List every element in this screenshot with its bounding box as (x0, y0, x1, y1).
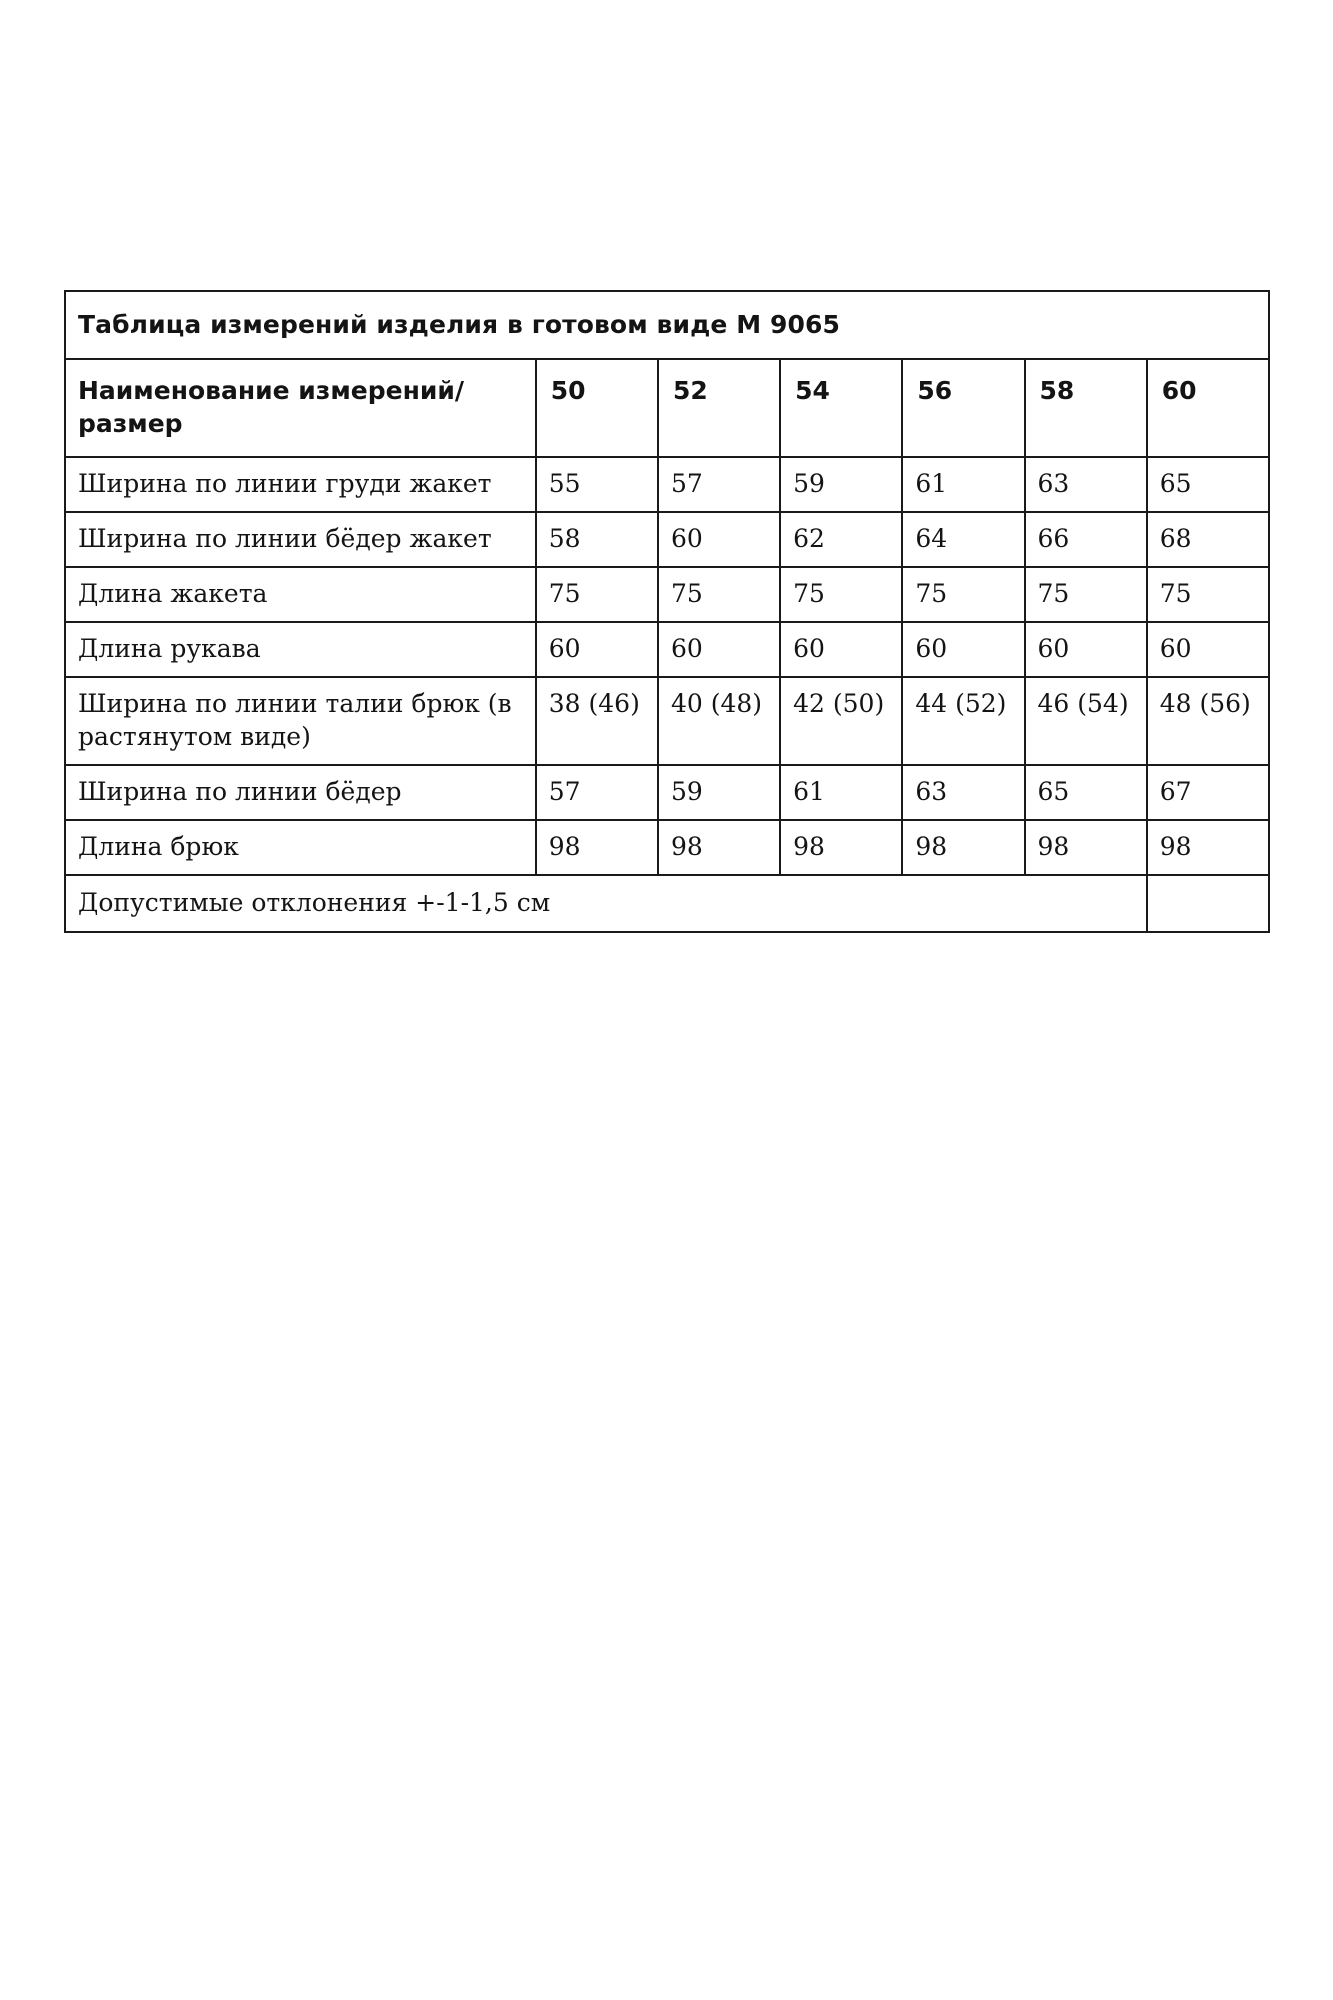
row-label: Длина рукава (65, 622, 536, 677)
table-row (65, 457, 1269, 512)
row-label: Ширина по линии груди жакет (65, 457, 536, 512)
row-value: 42 (50) (780, 677, 902, 765)
row-value: 59 (780, 457, 902, 512)
row-value: 60 (1147, 622, 1269, 677)
column-header-size-50: 50 (536, 359, 658, 457)
row-value: 38 (46) (536, 677, 658, 765)
column-header-size-58: 58 (1025, 359, 1147, 457)
row-value: 63 (902, 765, 1024, 820)
row-value: 60 (536, 622, 658, 677)
row-value: 98 (780, 820, 902, 875)
tolerance-note: Допустимые отклонения +-1-1,5 см (65, 875, 1147, 932)
row-value: 57 (536, 765, 658, 820)
tolerance-note-row (65, 875, 1269, 932)
table-row (65, 567, 1269, 622)
row-value: 98 (658, 820, 780, 875)
column-header-name: Наименование измерений/размер (65, 359, 536, 457)
row-value: 62 (780, 512, 902, 567)
row-value: 65 (1147, 457, 1269, 512)
row-label: Длина жакета (65, 567, 536, 622)
row-value: 75 (536, 567, 658, 622)
row-value: 63 (1025, 457, 1147, 512)
row-value: 40 (48) (658, 677, 780, 765)
row-value: 67 (1147, 765, 1269, 820)
row-label: Длина брюк (65, 820, 536, 875)
column-header-size-54: 54 (780, 359, 902, 457)
tolerance-note-empty-cell (1147, 875, 1269, 932)
measurements-table-container (64, 290, 1270, 933)
column-header-size-56: 56 (902, 359, 1024, 457)
row-label: Ширина по линии талии брюк (в растянутом виде) (65, 677, 536, 765)
table-header-row (65, 359, 1269, 457)
row-value: 75 (1025, 567, 1147, 622)
row-value: 55 (536, 457, 658, 512)
row-value: 64 (902, 512, 1024, 567)
column-header-size-60: 60 (1147, 359, 1269, 457)
row-label: Ширина по линии бёдер (65, 765, 536, 820)
row-value: 44 (52) (902, 677, 1024, 765)
row-value: 98 (1025, 820, 1147, 875)
row-value: 60 (1025, 622, 1147, 677)
row-value: 98 (902, 820, 1024, 875)
row-label: Ширина по линии бёдер жакет (65, 512, 536, 567)
row-value: 68 (1147, 512, 1269, 567)
table-row (65, 765, 1269, 820)
row-value: 61 (902, 457, 1024, 512)
row-value: 48 (56) (1147, 677, 1269, 765)
row-value: 75 (902, 567, 1024, 622)
column-header-size-52: 52 (658, 359, 780, 457)
row-value: 60 (780, 622, 902, 677)
row-value: 59 (658, 765, 780, 820)
row-value: 46 (54) (1025, 677, 1147, 765)
row-value: 61 (780, 765, 902, 820)
row-value: 98 (536, 820, 658, 875)
row-value: 75 (658, 567, 780, 622)
row-value: 57 (658, 457, 780, 512)
table-row (65, 512, 1269, 567)
row-value: 60 (658, 622, 780, 677)
table-title-row (65, 291, 1269, 359)
row-value: 60 (658, 512, 780, 567)
table-row (65, 677, 1269, 765)
table-row (65, 820, 1269, 875)
row-value: 98 (1147, 820, 1269, 875)
row-value: 65 (1025, 765, 1147, 820)
table-row (65, 622, 1269, 677)
row-value: 75 (780, 567, 902, 622)
row-value: 66 (1025, 512, 1147, 567)
row-value: 60 (902, 622, 1024, 677)
row-value: 58 (536, 512, 658, 567)
measurements-table (64, 290, 1270, 933)
table-title: Таблица измерений изделия в готовом виде М 9065 (65, 291, 1269, 359)
row-value: 75 (1147, 567, 1269, 622)
